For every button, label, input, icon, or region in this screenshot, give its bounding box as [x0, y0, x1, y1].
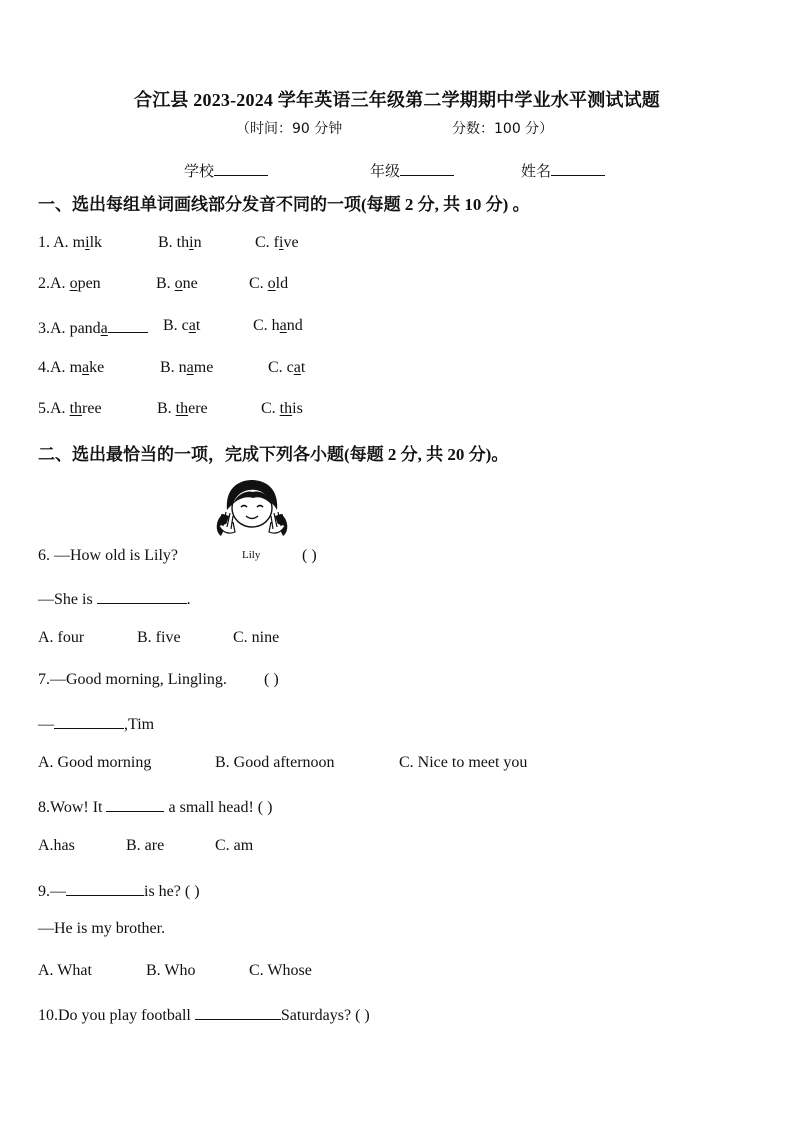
- q9-option-c: C. Whose: [249, 962, 312, 979]
- q3-option-a: 3.A. panda: [38, 317, 148, 338]
- q2-option-c: C. old: [249, 275, 289, 292]
- lily-girl-illustration: [213, 476, 291, 566]
- name-blank[interactable]: [551, 159, 605, 176]
- q4-option-b: B. name: [160, 359, 214, 376]
- q6-option-c: C. nine: [233, 629, 280, 646]
- q6-answer-paren[interactable]: ( ): [302, 547, 317, 564]
- q1-option-a: 1. A. milk: [38, 234, 103, 251]
- q1-option-c: C. five: [255, 234, 299, 251]
- q8-option-c: C. am: [215, 837, 254, 854]
- name-label: 姓名: [521, 164, 552, 180]
- q7-option-b: B. Good afternoon: [215, 754, 335, 771]
- name-field: [521, 159, 605, 181]
- q6-option-b: B. five: [137, 629, 181, 646]
- q5-option-b: B. there: [157, 400, 208, 417]
- q6-answer-line: —She is .: [38, 587, 191, 609]
- q8-option-a: A.has: [38, 837, 75, 854]
- q8-option-b: B. are: [126, 837, 165, 854]
- grade-label: 年级: [370, 164, 401, 180]
- q7-option-a: A. Good morning: [38, 754, 152, 771]
- q6-question: 6. —How old is Lily?: [38, 547, 178, 564]
- q3-option-b: B. cat: [163, 317, 201, 334]
- exam-time: （时间：90 分钟: [236, 121, 343, 137]
- q5-option-c: C. this: [261, 400, 303, 417]
- q9-option-a: A. What: [38, 962, 92, 979]
- school-field: [184, 159, 268, 181]
- q4-option-a: 4.A. make: [38, 359, 105, 376]
- q2-option-a: 2.A. open: [38, 275, 101, 292]
- q10-blank[interactable]: [195, 1003, 281, 1020]
- q4-option-c: C. cat: [268, 359, 306, 376]
- q10-question: 10.Do you play football Saturdays? ( ): [38, 1003, 370, 1025]
- school-blank[interactable]: [214, 159, 268, 176]
- q5-option-a: 5.A. three: [38, 400, 102, 417]
- page-title: 合江县 2023-2024 学年英语三年级第二学期期中学业水平测试试题: [134, 90, 660, 110]
- q8-blank[interactable]: [106, 795, 164, 812]
- q3-option-c: C. hand: [253, 317, 303, 334]
- lily-label: Lily: [242, 549, 261, 561]
- q6-blank[interactable]: [97, 587, 187, 604]
- q3-underline: [108, 317, 148, 333]
- q7-answer-line: — ,Tim: [38, 712, 154, 734]
- q9-question: 9.— is he? ( ): [38, 879, 200, 901]
- q7-option-c: C. Nice to meet you: [399, 754, 528, 771]
- q9-blank[interactable]: [66, 879, 144, 896]
- school-label: 学校: [184, 164, 215, 180]
- q9-option-b: B. Who: [146, 962, 196, 979]
- section-1-heading: 一、选出每组单词画线部分发音不同的一项(每题 2 分, 共 10 分) 。: [38, 195, 530, 214]
- q7-answer-paren[interactable]: ( ): [264, 671, 279, 688]
- section-2-heading: 二、选出最恰当的一项，完成下列各小题(每题 2 分, 共 20 分)。: [38, 445, 509, 464]
- q6-option-a: A. four: [38, 629, 85, 646]
- grade-field: [370, 159, 454, 181]
- q7-blank[interactable]: [54, 712, 124, 729]
- q1-option-b: B. thin: [158, 234, 202, 251]
- q8-question: 8.Wow! It a small head! ( ): [38, 795, 272, 817]
- q9-answer: —He is my brother.: [38, 920, 166, 937]
- grade-blank[interactable]: [400, 159, 454, 176]
- q2-option-b: B. one: [156, 275, 198, 292]
- exam-score: 分数：100 分）: [452, 121, 554, 137]
- q7-question: 7.—Good morning, Lingling.: [38, 671, 227, 688]
